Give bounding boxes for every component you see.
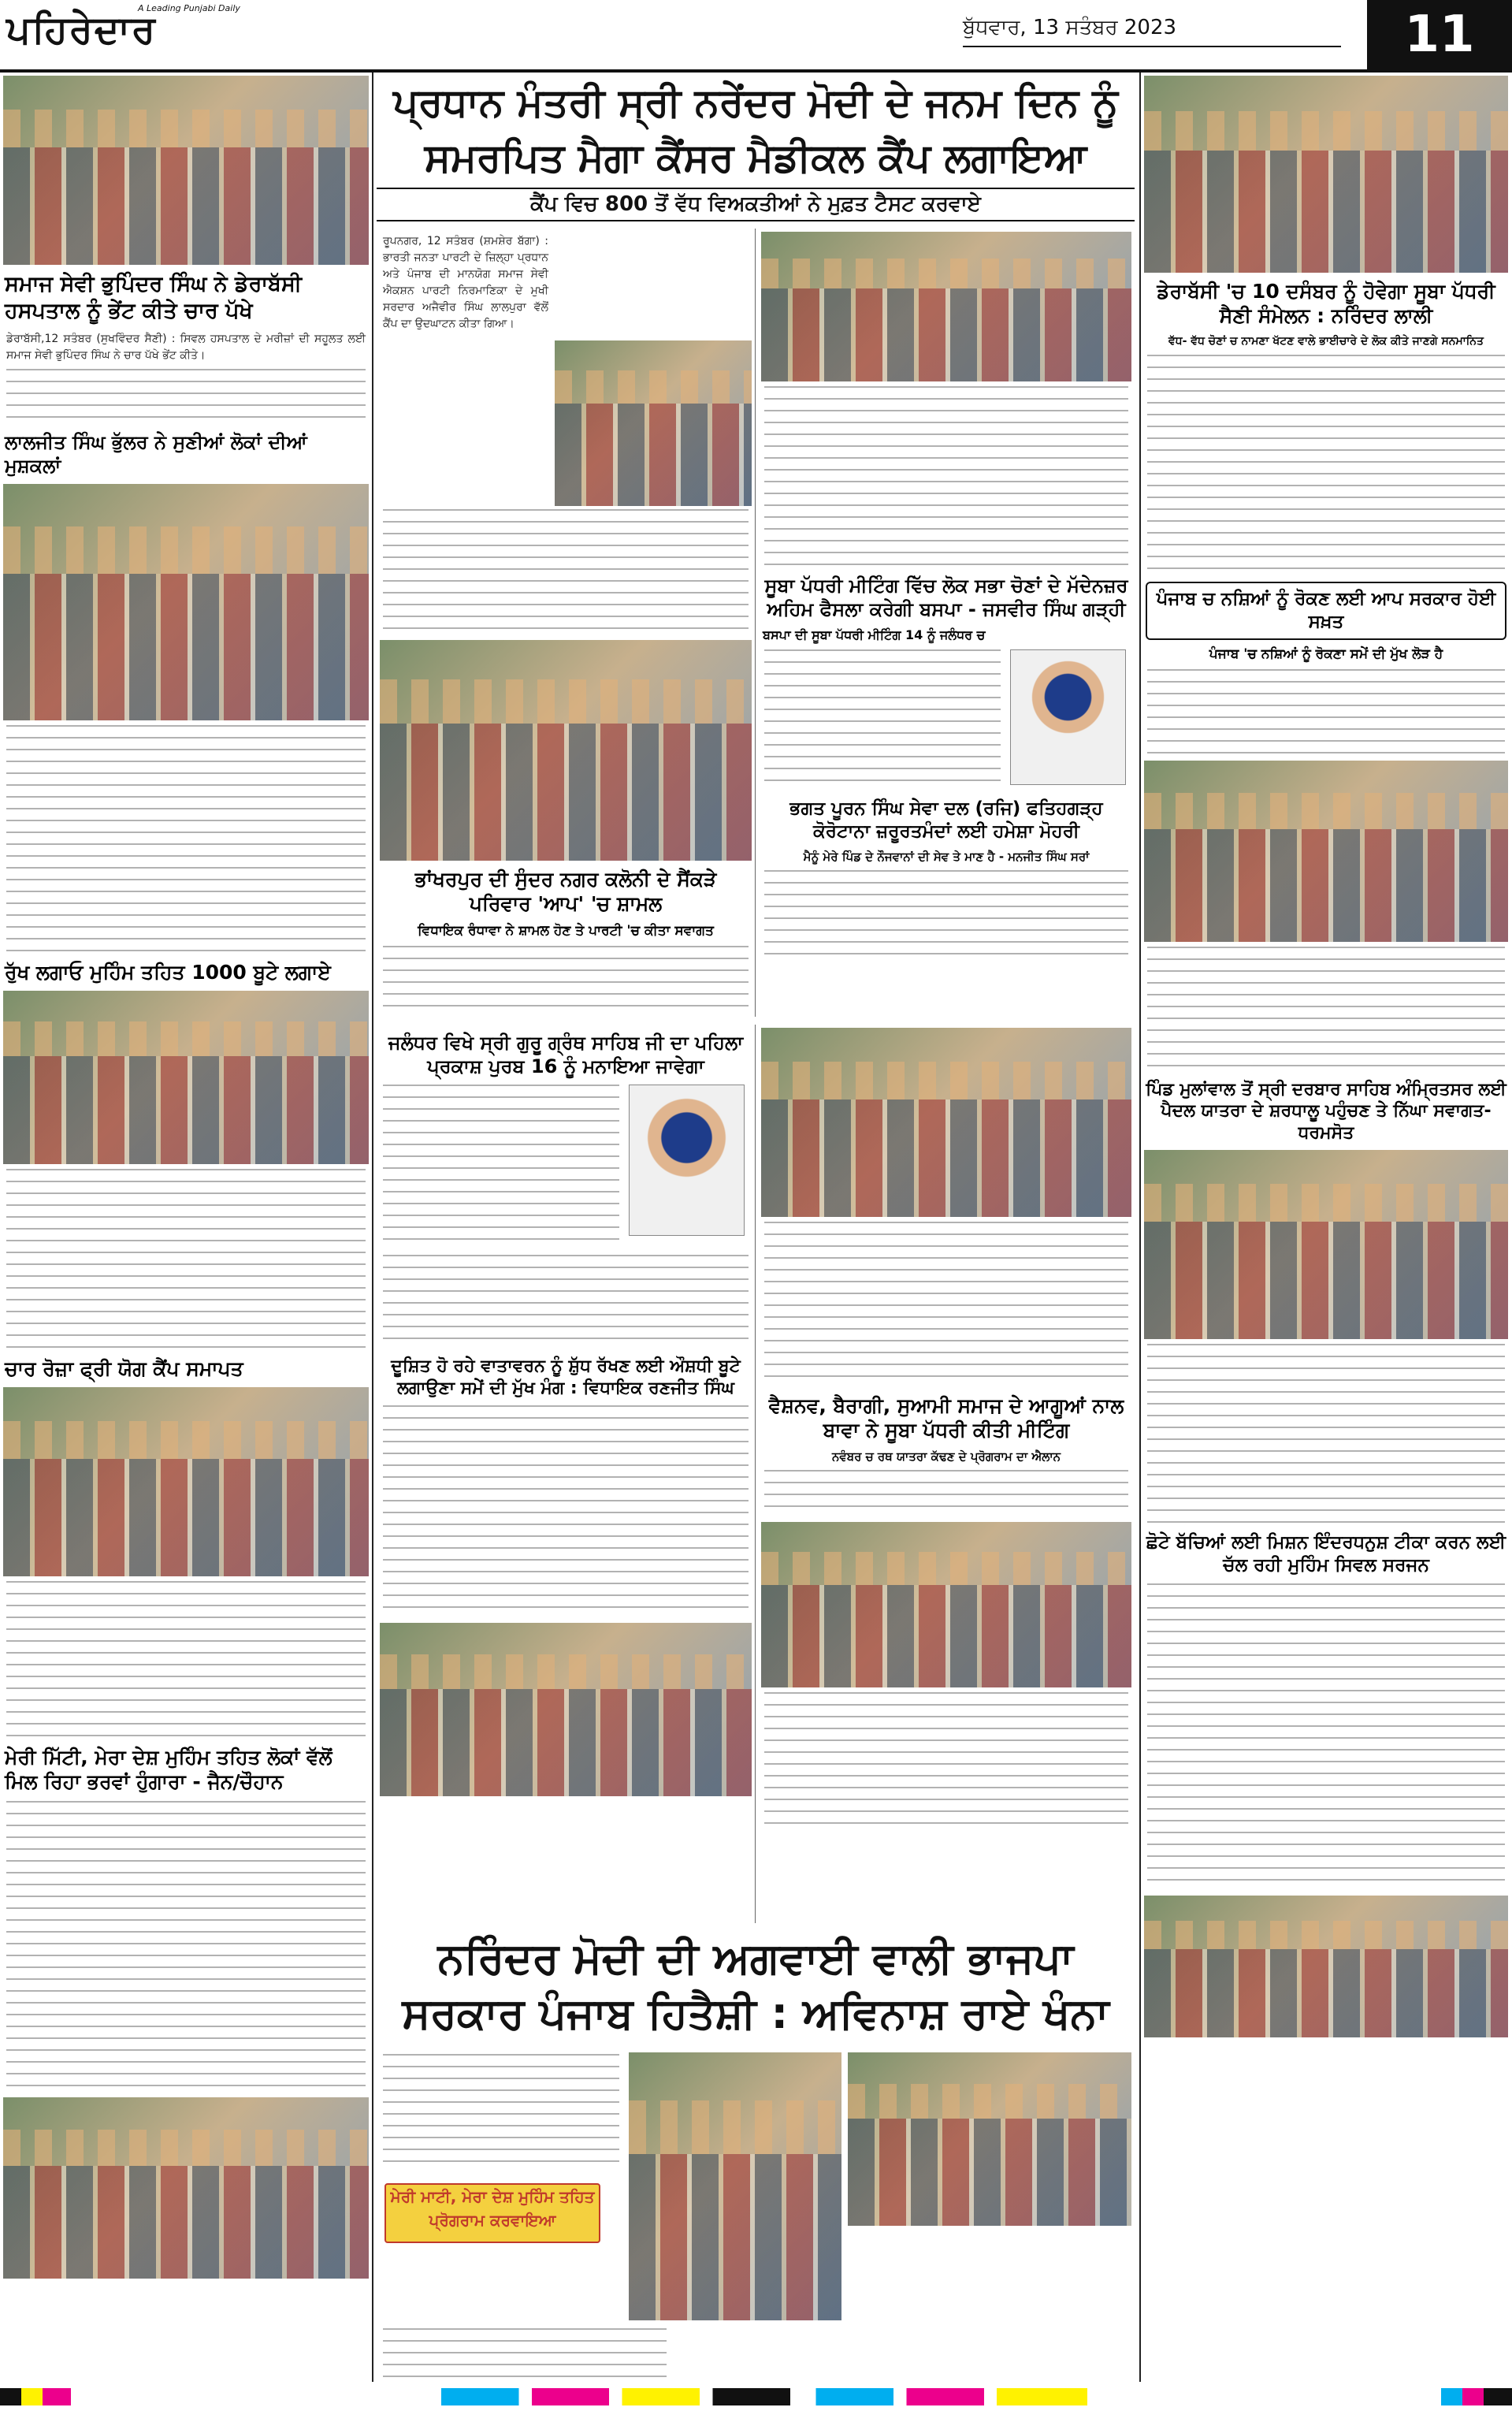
- article-text-block: [764, 1222, 1128, 1387]
- article-text-block: [764, 386, 1128, 567]
- article-text-block: [764, 1470, 1128, 1517]
- news-photo: [629, 2052, 841, 2320]
- left-column: [0, 73, 373, 2382]
- news-photo: [1144, 1896, 1508, 2037]
- lead-headline-1: ਪ੍ਰਧਾਨ ਮੰਤਰੀ ਸ੍ਰੀ ਨਰੇਂਦਰ ਮੋਦੀ ਦੇ ਜਨਮ ਦਿਨ ਨੂੰ: [392, 80, 1119, 125]
- page-number: 11: [1367, 0, 1512, 69]
- subheadline-vaishnav: ਨਵੰਬਰ ਚ ਰਥ ਯਾਤਰਾ ਕੱਢਣ ਦੇ ਪ੍ਰੋਗਰਾਮ ਦਾ ਐਲਾਨ: [831, 1449, 1061, 1464]
- bsp-article: [758, 649, 1135, 791]
- newspaper-logo: ਪਹਿਰੇਦਾਰ: [6, 8, 157, 52]
- prakash-article: [377, 1085, 755, 1250]
- headline-bhankharpur: ਭਾਂਖਰਪੁਰ ਦੀ ਸੁੰਦਰ ਨਗਰ ਕਲੋਨੀ ਦੇ ਸੈਂਕੜੇ ਪਰਿਵਾਰ 'ਆਪ' 'ਚ ਸ਼ਾਮਲ: [414, 868, 717, 916]
- issue-date: ਬੁੱਧਵਾਰ, 13 ਸਤੰਬਰ 2023: [963, 16, 1177, 39]
- headline-yoga: ਚਾਰ ਰੋਜ਼ਾ ਫ੍ਰੀ ਯੋਗ ਕੈਂਪ ਸਮਾਪਤ: [5, 1356, 243, 1380]
- article-text-block: [6, 1801, 366, 2093]
- article-text-block: [764, 870, 1128, 965]
- news-photo: [761, 1522, 1131, 1687]
- headline-yatra: ਪਿੰਡ ਮੁਲਾਂਵਾਲ ਤੋਂ ਸ੍ਰੀ ਦਰਬਾਰ ਸਾਹਿਬ ਅੰਮ੍ਰਿਤਸਰ ਲਈ ਪੈਦਲ ਯਾਤਰਾ ਦੇ ਸ਼ਰਧਾਲੂ ਪਹੁੰਚਣ ਤੇ ਨਿੱਘਾ ਸਵਾਗਤ- ਧਰਮਸੋਤ: [1146, 1079, 1506, 1143]
- color-registration-marks: [441, 2388, 1087, 2405]
- lead-body: ਰੂਪਨਗਰ, 12 ਸਤੰਬਰ (ਸ਼ਮਸ਼ੇਰ ਬੱਗਾ) : ਭਾਰਤੀ ਜਨਤਾ ਪਾਰਟੀ ਦੇ ਜ਼ਿਲ੍ਹਾ ਪ੍ਰਧਾਨ ਅਤੇ ਪੰਜਾਬ ਦੀ ਮਾਨਯੋਗ ਸਮਾਜ ਸੇਵੀ ਐਕਸ਼ਨ ਪਾਰਟੀ ਨਿਰਮਾਣਿਕਾ ਦੇ ਮੁਖੀ ਸਰਦਾਰ ਅਜੈਵੀਰ ਸਿੰਘ ਲਾਲਪੁਰਾ ਵੱਲੋਂ ਕੈਂਪ ਦਾ ਉਦਘਾਟਨ ਕੀਤਾ ਗਿਆ।: [383, 235, 548, 330]
- news-photo: [3, 991, 369, 1164]
- subheadline-bsp: ਬਸਪਾ ਦੀ ਸੂਬਾ ਪੱਧਰੀ ਮੀਟਿੰਗ 14 ਨੂੰ ਜਲੰਧਰ ਚ: [763, 627, 986, 642]
- headline-meri-mitti: ਮੇਰੀ ਮਿੱਟੀ, ਮੇਰਾ ਦੇਸ਼ ਮੁਹਿੰਮ ਤਹਿਤ ਲੋਕਾਂ ਵੱਲੋਂ ਮਿਲ ਰਿਹਾ ਭਰਵਾਂ ਹੁੰਗਾਰਾ - ਜੈਨ/ਚੌਹਾਨ: [5, 1746, 332, 1794]
- masthead: [0, 0, 1512, 73]
- article-text-block: [383, 946, 749, 1017]
- article-body: ਡੇਰਾਬੱਸੀ,12 ਸਤੰਬਰ (ਸੁਖਵਿੰਦਰ ਸੈਣੀ) : ਸਿਵਲ ਹਸਪਤਾਲ ਦੇ ਮਰੀਜ਼ਾਂ ਦੀ ਸਹੂਲਤ ਲਈ ਸਮਾਜ ਸੇਵੀ ਭੁਪਿੰਦਰ ਸਿੰਘ ਨੇ ਚਾਰ ਪੱਖੇ ਭੇਂਟ ਕੀਤੇ।: [6, 332, 366, 362]
- lead-photo: [761, 232, 1131, 381]
- center-right-column: [758, 229, 1135, 1017]
- article-text-block: [6, 369, 366, 424]
- headline-trees: ਰੁੱਖ ਲਗਾਓ ਮੁਹਿੰਮ ਤਹਿਤ 1000 ਬੂਟੇ ਲਗਾਏ: [5, 960, 331, 984]
- headline-bsp: ਸੂਬਾ ਪੱਧਰੀ ਮੀਟਿੰਗ ਵਿੱਚ ਲੋਕ ਸਭਾ ਚੋਣਾਂ ਦੇ ਮੱਦੇਨਜ਼ਰ ਅਹਿਮ ਫੈਸਲਾ ਕਰੇਗੀ ਬਸਪਾ - ਜਸਵੀਰ ਸਿੰਘ ਗੜ੍ਹੀ: [764, 575, 1128, 620]
- news-photo: [3, 484, 369, 720]
- slogan-box: ਮੇਰੀ ਮਾਟੀ, ਮੇਰਾ ਦੇਸ਼ ਮੁਹਿੰਮ ਤਹਿਤ ਪ੍ਰੋਗਰਾਮ ਕਰਵਾਇਆ: [385, 2183, 600, 2243]
- news-photo: [848, 2052, 1131, 2226]
- article-text-block: [383, 1255, 749, 1349]
- subheadline-bhagat: ਮੈਨੂੰ ਮੇਰੇ ਪਿੰਡ ਦੇ ਨੌਜਵਾਨਾਂ ਦੀ ਸੇਵ ਤੇ ਮਾਣ ਹੈ - ਮਨਜੀਤ ਸਿੰਘ ਸਰਾਂ: [803, 849, 1090, 864]
- lead-subtitle: ਕੈਂਪ ਵਿਚ 800 ਤੋਂ ਵੱਧ ਵਿਅਕਤੀਆਂ ਨੇ ਮੁਫ਼ਤ ਟੈਸਟ ਕਰਵਾਏ: [377, 188, 1135, 221]
- headline-bhagat: ਭਗਤ ਪੂਰਨ ਸਿੰਘ ਸੇਵਾ ਦਲ (ਰਜਿ) ਫਤਿਹਗੜ੍ਹ ਕੋਰੋਟਾਨਾ ਜ਼ਰੂਰਤਮੰਦਾਂ ਲਈ ਹਮੇਸ਼ਾ ਮੋਹਰੀ: [789, 798, 1103, 842]
- article-text-block: [383, 2328, 667, 2380]
- article-text-block: [383, 1405, 749, 1618]
- color-registration-marks: [1441, 2388, 1512, 2405]
- article-text-block: [1147, 669, 1505, 756]
- article-text-block: [6, 1581, 366, 1739]
- tagline: A Leading Punjabi Daily: [138, 3, 240, 13]
- headline-immunization: ਛੋਟੇ ਬੱਚਿਆਂ ਲਈ ਮਿਸ਼ਨ ਇੰਦਰਧਨੁਸ਼ ਟੀਕਾ ਕਰਨ ਲਈ ਚੱਲ ਰਹੀ ਮੁਹਿੰਮ ਸਿਵਲ ਸਰਜਨ: [1146, 1532, 1506, 1576]
- news-photo: [3, 1387, 369, 1576]
- article-text-block: [764, 1692, 1128, 1834]
- center-left-column: [377, 229, 756, 1017]
- article-text-block: [1147, 1344, 1505, 1525]
- headline-bhullar: ਲਾਲਜੀਤ ਸਿੰਘ ਭੁੱਲਰ ਨੇ ਸੁਣੀਆਂ ਲੋਕਾਂ ਦੀਆਂ ਮੁਸ਼ਕਲਾਂ: [5, 430, 307, 477]
- headline-vaishnav: ਵੈਸ਼ਨਵ, ਬੈਰਾਗੀ, ਸੁਆਮੀ ਸਮਾਜ ਦੇ ਆਗੂਆਂ ਨਾਲ ਬਾਵਾ ਨੇ ਸੂਬਾ ਪੱਧਰੀ ਕੀਤੀ ਮੀਟਿੰਗ: [768, 1394, 1124, 1442]
- article-text-block: [383, 509, 749, 635]
- article-text-block: [383, 2054, 619, 2172]
- news-photo: [3, 76, 369, 265]
- article-text-block: [1147, 1583, 1505, 1891]
- lead-headline-2: ਸਮਰਪਿਤ ਮੈਗਾ ਕੈਂਸਰ ਮੈਡੀਕਲ ਕੈਂਪ ਲਗਾਇਆ: [424, 135, 1087, 180]
- lead-photo: [555, 340, 752, 506]
- color-registration-marks: [0, 2388, 71, 2405]
- headline-prakash: ਜਲੰਧਰ ਵਿਖੇ ਸ੍ਰੀ ਗੁਰੂ ਗ੍ਰੰਥ ਸਾਹਿਬ ਜੀ ਦਾ ਪਹਿਲਾ ਪ੍ਰਕਾਸ਼ ਪੁਰਬ 16 ਨੂੰ ਮਨਾਇਆ ਜਾਵੇਗਾ: [388, 1032, 744, 1077]
- portrait-photo: [629, 1085, 745, 1236]
- center-lower-left: [377, 1025, 756, 1923]
- headline-drugs: ਪੰਜਾਬ ਚ ਨਸ਼ਿਆਂ ਨੂੰ ਰੋਕਣ ਲਈ ਆਪ ਸਰਕਾਰ ਹੋਈ ਸਖ਼ਤ: [1146, 582, 1506, 640]
- bottom-headline-2: ਸਰਕਾਰ ਪੰਜਾਬ ਹਿਤੈਸ਼ੀ : ਅਵਿਨਾਸ਼ ਰਾਏ ਖੰਨਾ: [402, 1989, 1109, 2038]
- portrait-photo: [1010, 649, 1126, 785]
- right-column: [1139, 73, 1511, 2382]
- article-text-block: [6, 725, 366, 954]
- article-text-block: [383, 1085, 619, 1242]
- news-photo: [3, 2097, 369, 2279]
- center-lower-right: [758, 1025, 1135, 1923]
- news-photo: [761, 1028, 1131, 1217]
- group-photo: [1144, 76, 1508, 273]
- subheadline-saini: ਵੱਧ- ਵੱਧ ਚੋਣਾਂ ਚ ਨਾਮਣਾ ਖੱਟਣ ਵਾਲੇ ਭਾਈਚਾਰੇ ਦੇ ਲੋਕ ਕੀਤੇ ਜਾਣਗੇ ਸਨਮਾਨਿਤ: [1168, 334, 1484, 348]
- headline-fans: ਸਮਾਜ ਸੇਵੀ ਭੁਪਿੰਦਰ ਸਿੰਘ ਨੇ ਡੇਰਾਬੱਸੀ ਹਸਪਤਾਲ ਨੂੰ ਭੇਂਟ ਕੀਤੇ ਚਾਰ ਪੱਖੇ: [5, 272, 302, 323]
- article-text-block: [1147, 947, 1505, 1073]
- news-photo: [380, 1623, 752, 1796]
- headline-medicinal-trees: ਦੂਸ਼ਿਤ ਹੋ ਰਹੇ ਵਾਤਾਵਰਨ ਨੂੰ ਸ਼ੁੱਧ ਰੱਖਣ ਲਈ ਔਸ਼ਧੀ ਬੂਟੇ ਲਗਾਉਣਾ ਸਮੇਂ ਦੀ ਮੁੱਖ ਮੰਗ : ਵਿਧਾਇਕ ਰਣਜੀਤ ਸਿੰਘ: [391, 1356, 741, 1398]
- article-text-block: [6, 1169, 366, 1350]
- date-rule: [963, 46, 1341, 47]
- crowd-photo: [380, 640, 752, 861]
- news-photo: [1144, 1150, 1508, 1339]
- bottom-headline-1: ਨਰਿੰਦਰ ਮੋਦੀ ਦੀ ਅਗਵਾਈ ਵਾਲੀ ਭਾਜਪਾ: [437, 1933, 1074, 1983]
- headline-saini: ਡੇਰਾਬੱਸੀ 'ਚ 10 ਦਸੰਬਰ ਨੂੰ ਹੋਵੇਗਾ ਸੂਬਾ ਪੱਧਰੀ ਸੈਣੀ ਸੰਮੇਲਨ : ਨਰਿੰਦਰ ਲਾਲੀ: [1157, 280, 1495, 328]
- article-text-block: [1147, 355, 1505, 575]
- subheadline-bhankharpur: ਵਿਧਾਇਕ ਰੰਧਾਵਾ ਨੇ ਸ਼ਾਮਲ ਹੋਣ ਤੇ ਪਾਰਟੀ 'ਚ ਕੀਤਾ ਸਵਾਗਤ: [418, 922, 714, 939]
- article-text-block: [764, 649, 1001, 783]
- news-photo: [1144, 761, 1508, 942]
- subheadline-drugs: ਪੰਜਾਬ 'ਚ ਨਸ਼ਿਆਂ ਨੂੰ ਰੋਕਣਾ ਸਮੇਂ ਦੀ ਮੁੱਖ ਲੋੜ ਹੈ: [1209, 646, 1443, 662]
